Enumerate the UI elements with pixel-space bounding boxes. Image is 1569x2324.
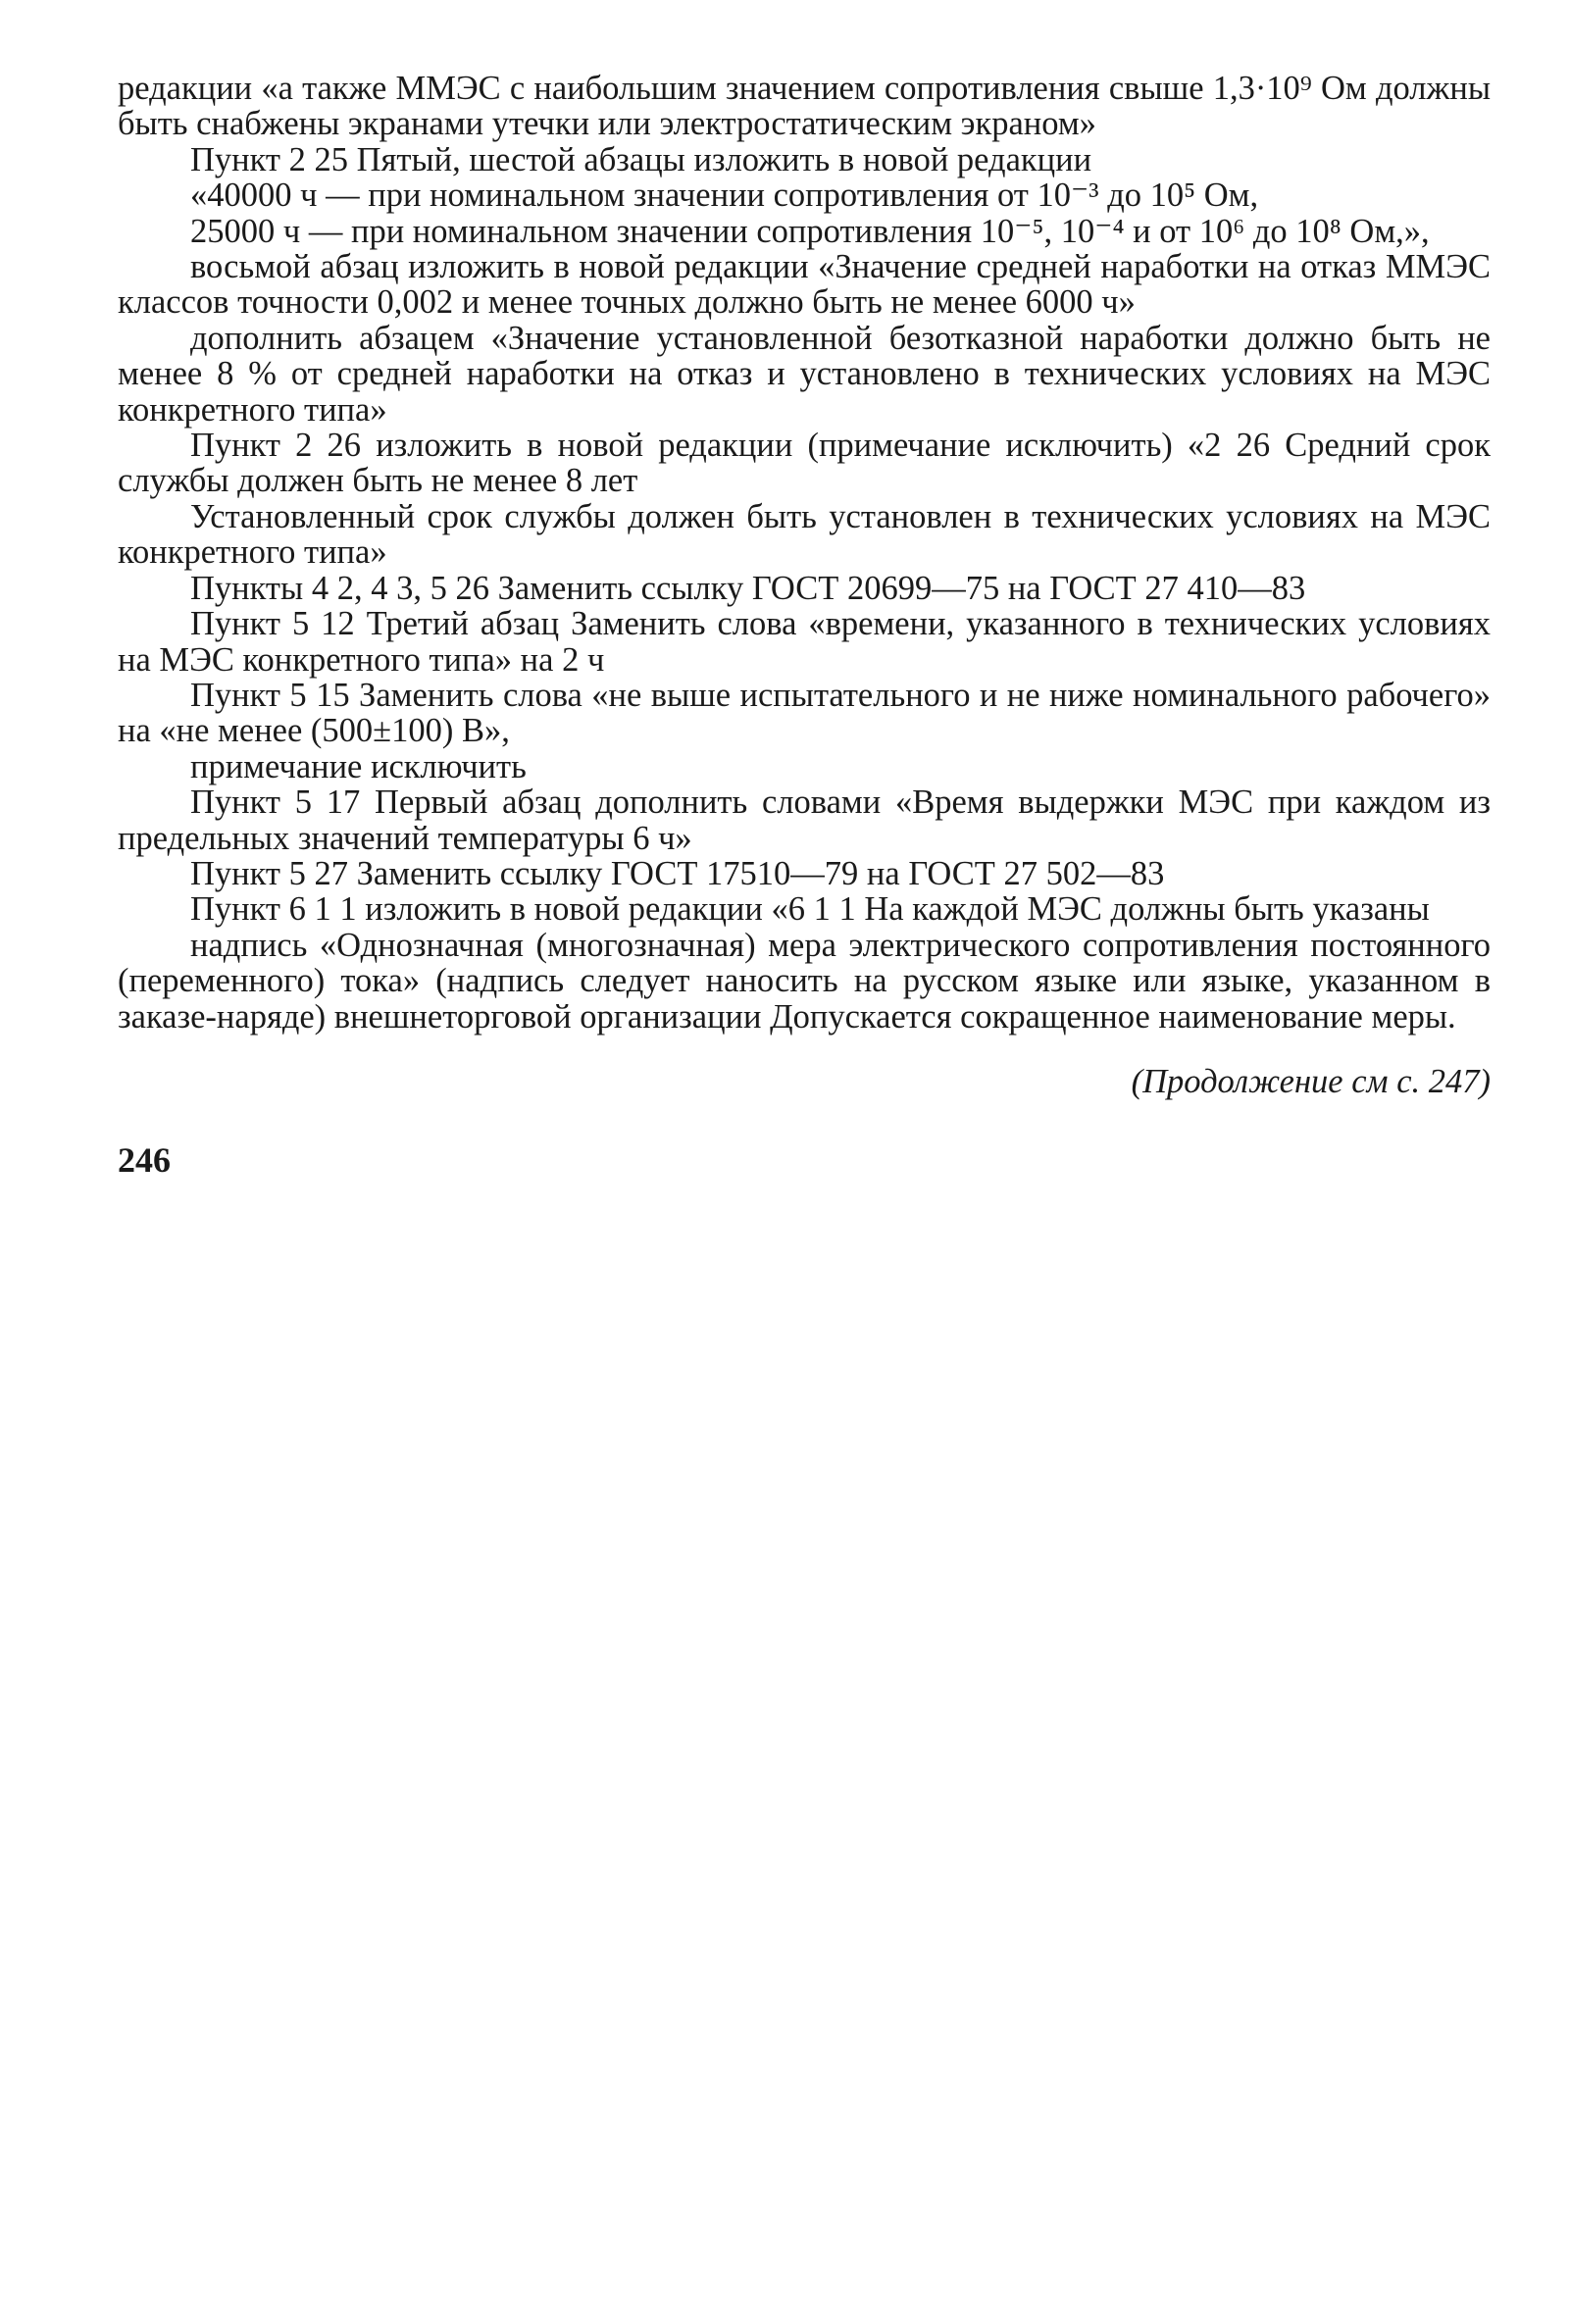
- paragraph-4: 25000 ч — при номинальном значении сопротивления 10⁻⁵, 10⁻⁴ и от 10⁶ до 10⁸ Ом,»,: [190, 212, 1430, 250]
- paragraph-6: дополнить абзацем «Значение установленной безотказной наработки должно быть не менее 8 % от средней наработки на отказ и установлено в технических условиях на МЭС конкретного типа»: [118, 319, 1491, 429]
- paragraph-9: Пункты 4 2, 4 3, 5 26 Заменить ссылку ГОСТ 20699—75 на ГОСТ 27 410—83: [190, 569, 1306, 607]
- paragraph-15: Пункт 6 1 1 изложить в новой редакции «6 1 1 На каждой МЭС должны быть указаны: [190, 890, 1430, 929]
- paragraph-2: Пункт 2 25 Пятый, шестой абзацы изложить в новой редакции: [190, 140, 1092, 178]
- paragraph-12: примечание исключить: [190, 747, 527, 785]
- paragraph-13: Пункт 5 17 Первый абзац дополнить словами «Время выдержки МЭС при каждом из предельных значений температуры 6 ч»: [118, 783, 1491, 857]
- paragraph-5: восьмой абзац изложить в новой редакции «Значение средней наработки на отказ ММЭС классов точности 0,002 и менее точных должно быть не менее 6000 ч»: [118, 248, 1491, 322]
- paragraph-1: редакции «а также ММЭС с наибольшим значением сопротивления свыше 1,3·10⁹ Ом должны быть снабжены экранами утечки или электростатическим экраном»: [118, 70, 1491, 143]
- paragraph-3: «40000 ч — при номинальном значении сопротивления от 10⁻³ до 10⁵ Ом,: [190, 177, 1259, 215]
- paragraph-14: Пункт 5 27 Заменить ссылку ГОСТ 17510—79 на ГОСТ 27 502—83: [190, 854, 1165, 892]
- paragraph-16: надпись «Однозначная (многозначная) мера электрического сопротивления постоянного (переменного) тока» (надпись следует наносить на русском языке или языке, указанном в заказе-наряде) внешнеторговой организации Допускается сокращенное наименование меры.: [118, 926, 1491, 1036]
- paragraph-7: Пункт 2 26 изложить в новой редакции (примечание исключить) «2 26 Средний срок службы должен быть не менее 8 лет: [118, 427, 1491, 500]
- page-number: 246: [118, 1140, 171, 1181]
- paragraph-8: Установленный срок службы должен быть установлен в технических условиях на МЭС конкретного типа»: [118, 497, 1491, 572]
- document-page: [118, 71, 1491, 1180]
- paragraph-10: Пункт 5 12 Третий абзац Заменить слова «времени, указанного в технических условиях на МЭС конкретного типа» на 2 ч: [118, 605, 1491, 679]
- continuation-note: (Продолжение см с. 247): [1131, 1062, 1491, 1100]
- paragraph-11: Пункт 5 15 Заменить слова «не выше испытательного и не ниже номинального рабочего» на «не менее (500±100) В»,: [118, 676, 1491, 750]
- body-text: [118, 71, 1491, 1035]
